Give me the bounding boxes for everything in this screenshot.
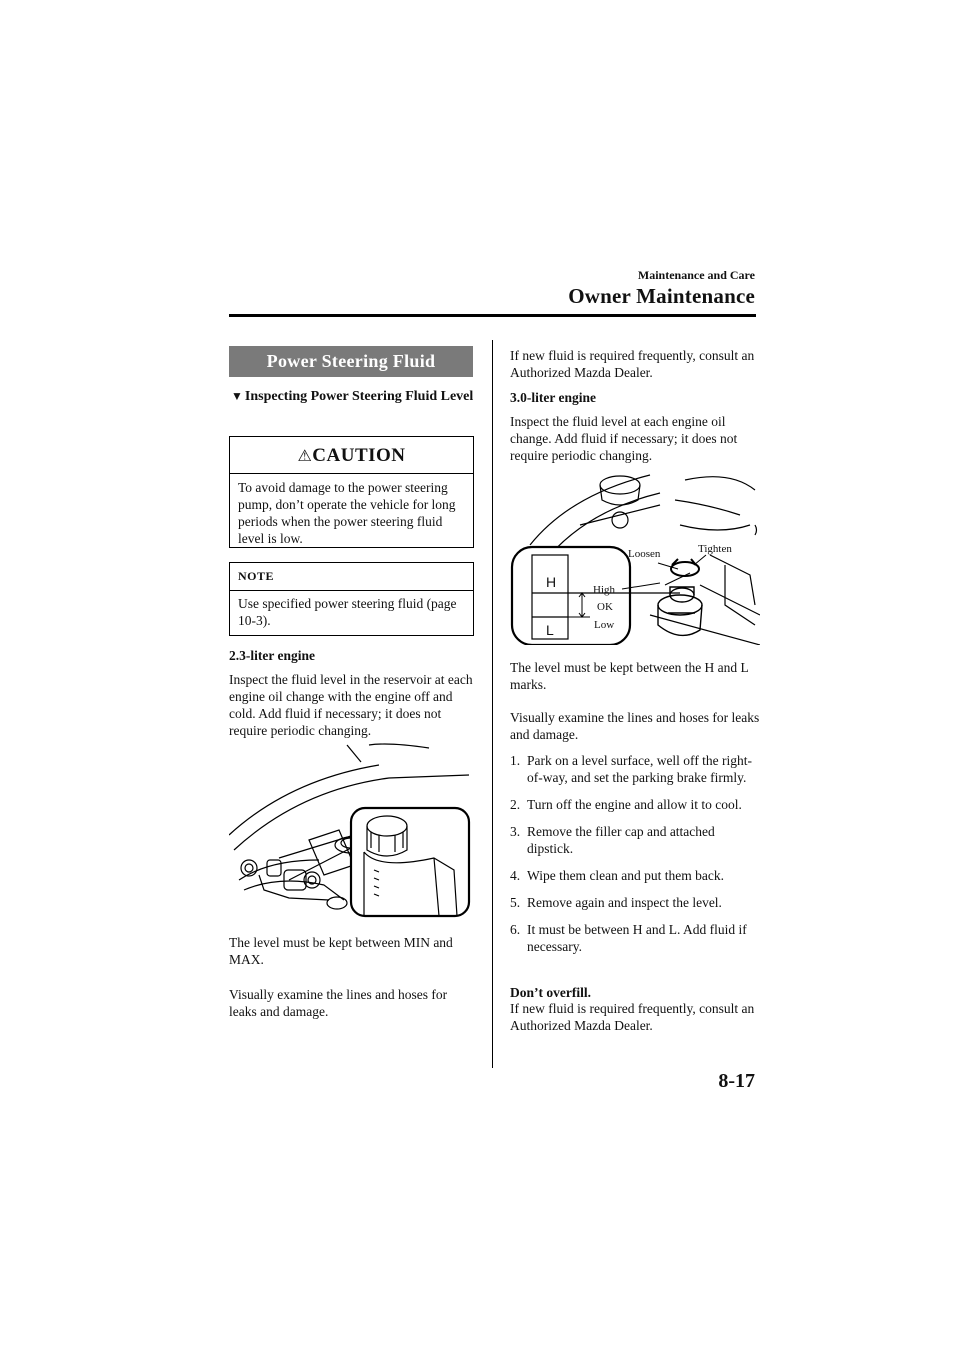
label-tighten: Tighten	[698, 543, 732, 555]
level-text-min-max: The level must be kept between MIN and MAX.	[229, 935, 453, 967]
label-ok: OK	[597, 601, 613, 613]
label-low: Low	[594, 619, 615, 631]
engine-23-text: Inspect the fluid level in the reservoir at each engine oil change with the engine off and cold. Add fluid if necessary; it does not require periodic changing.	[229, 672, 473, 738]
visual-inspect-text-right: Visually examine the lines and hoses for leaks and damage.	[510, 710, 760, 742]
engine-30-text: Inspect the fluid level at each engine oil change. Add fluid if necessary; it does not require periodic changing.	[510, 414, 738, 463]
dealer-note-bottom: If new fluid is required frequently, consult an Authorized Mazda Dealer.	[510, 1001, 755, 1033]
page-number: 8-17	[718, 1070, 755, 1092]
dealer-note-top: If new fluid is required frequently, consult an Authorized Mazda Dealer.	[510, 348, 755, 380]
section-banner: Power Steering Fluid	[229, 346, 473, 377]
page-title: Owner Maintenance	[568, 284, 755, 308]
overfill-warning: Don’t overfill.	[510, 985, 591, 1000]
dipstick-h-mark: H	[546, 574, 557, 590]
subsection-heading	[231, 387, 476, 406]
inspection-steps	[510, 752, 762, 965]
triangle-bullet-icon: ▼	[231, 389, 243, 403]
column-divider	[492, 340, 493, 1068]
dipstick-l-mark: L	[546, 622, 554, 638]
engine-23-heading: 2.3-liter engine	[229, 648, 315, 663]
engine-30-heading: 3.0-liter engine	[510, 390, 596, 405]
note-title: NOTE	[238, 569, 275, 583]
note-box	[229, 562, 474, 636]
subsection-heading-text: Inspecting Power Steering Fluid Level	[244, 389, 474, 404]
list-item: 6. It must be between H and L. Add fluid if necessary.	[510, 922, 747, 954]
caution-title-text: CAUTION	[312, 445, 406, 466]
note-text: Use specified power steering fluid (page 10-3).	[238, 596, 457, 628]
visual-inspect-text-left: Visually examine the lines and hoses for leaks and damage.	[229, 987, 448, 1019]
caution-title	[230, 445, 473, 467]
caution-box	[229, 436, 474, 548]
level-text-h-l: The level must be kept between the H and L marks.	[510, 660, 749, 692]
engine-23-illustration	[229, 740, 475, 920]
reservoir-closeup	[351, 808, 469, 916]
rotation-arrow-icon	[671, 559, 699, 576]
list-item: 2. Turn off the engine and allow it to cool.	[510, 797, 742, 812]
list-item: 3. Remove the filler cap and attached dipstick.	[510, 824, 715, 856]
list-item: 1. Park on a level surface, well off the right-of-way, and set the parking brake firmly.	[510, 753, 753, 785]
section-label: Maintenance and Care	[637, 268, 755, 282]
list-item: 5. Remove again and inspect the level.	[510, 895, 722, 910]
reservoir-with-cap	[658, 587, 702, 635]
label-high: High	[593, 584, 615, 596]
label-loosen: Loosen	[628, 548, 661, 560]
caution-text: To avoid damage to the power steering pump, don’t operate the vehicle for long periods when the power steering fluid level is low.	[238, 480, 456, 546]
list-item: 4. Wipe them clean and put them back.	[510, 868, 725, 883]
warning-triangle-icon: ⚠	[297, 448, 313, 465]
header-divider	[229, 314, 756, 317]
